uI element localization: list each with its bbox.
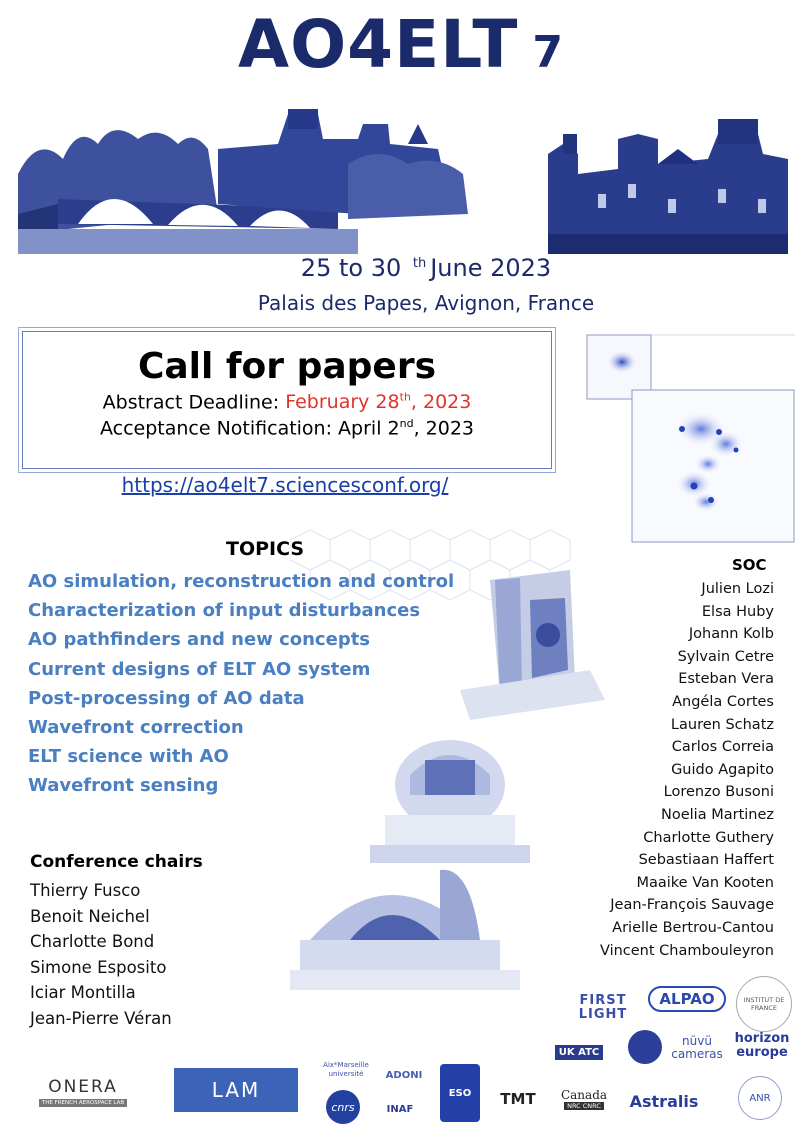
topic-item: Characterization of input disturbances [28,600,421,622]
conference-url-link[interactable]: https://ao4elt7.sciencesconf.org/ [121,473,449,497]
soc-member: Sylvain Cetre [677,648,774,665]
deadline-value [285,391,471,413]
institut-de-france-logo [736,976,792,1032]
deadline-label: Abstract Deadline: [102,391,286,414]
chair-member: Benoit Neichel [30,906,150,926]
abstract-deadline [23,391,551,413]
institut-text: INSTITUT DE FRANCE [743,996,785,1012]
soc-member: Angéla Cortes [672,693,774,710]
dates-month-year: June 2023 [430,254,552,282]
deadline-year: , 2023 [410,391,472,414]
topic-item: Post-processing of AO data [28,687,305,709]
soc-member: Lorenzo Busoni [663,784,774,801]
dates-suffix: th [412,256,427,271]
canada-nrc-logo [556,1084,612,1114]
chairs-heading: Conference chairs [30,852,203,872]
acceptance-notification [23,417,551,439]
inaf-text: INAF [386,1103,414,1115]
cfp-title: Call for papers [137,346,437,387]
topic-item: Current designs of ELT AO system [28,658,371,680]
eso-logo [440,1064,480,1122]
event-venue: Palais des Papes, Avignon, France [257,291,595,315]
anr-logo [738,1076,782,1120]
tmt-text: TMT [500,1090,536,1108]
soc-member: Carlos Correia [671,739,774,756]
alpao-logo [648,986,726,1012]
nrc-text: NRC CNRC [564,1102,604,1110]
chair-member: Charlotte Bond [30,932,155,952]
soc-list [600,578,774,962]
first-light-logo [570,990,636,1026]
notification-suffix: nd [399,417,414,431]
cnrs-text: cnrs [331,1100,355,1114]
nuvu-cameras-logo [668,1028,726,1068]
topics-heading: TOPICS [226,538,305,560]
lam-logo [174,1068,298,1112]
title-main: AO4ELT [238,6,519,83]
horizon-text: horizon europe [734,1031,790,1060]
chair-member: Iciar Montilla [30,983,136,1003]
topic-item: AO pathfinders and new concepts [28,629,371,651]
eso-text: ESO [448,1087,472,1099]
lam-text: LAM [211,1078,261,1102]
onera-sub-text: THE FRENCH AEROSPACE LAB [39,1099,127,1107]
topics-list [28,567,454,801]
chairs-list [30,878,172,1032]
horizon-europe-logo [730,1026,794,1066]
galaxy-image [586,334,796,544]
soc-member: Sebastiaan Haffert [638,852,774,869]
anr-text: ANR [749,1092,771,1104]
dates-range: 25 to 30 [300,254,402,282]
deadline-suffix: th [399,391,411,404]
onera-text: ONERA [48,1077,118,1097]
chair-member: Jean-Pierre Véran [30,1008,172,1028]
adoni-logo [382,1060,426,1090]
aix-marseille-logo [314,1058,378,1082]
unistellar-icon [628,1030,662,1064]
topic-item: Wavefront correction [28,716,244,738]
soc-member: Jean-François Sauvage [610,897,774,914]
call-for-papers-box [22,331,552,469]
notification-year: , 2023 [413,417,475,440]
soc-member: Vincent Chambouleyron [599,942,774,959]
soc-member: Arielle Bertrou-Cantou [612,919,774,936]
soc-member: Esteban Vera [678,671,774,688]
astralis-text: Astralis [629,1091,699,1111]
chair-member: Simone Esposito [30,957,167,977]
soc-member: Johann Kolb [688,626,774,643]
chair-member: Thierry Fusco [30,881,141,900]
first-light-text: FIRST LIGHT [578,993,628,1022]
uk-atc-logo [538,1036,620,1068]
soc-member: Charlotte Guthery [643,829,774,846]
title-number: 7 [532,27,564,78]
notification-label: Acceptance Notification: April 2 [99,417,400,440]
nuvu-text: nüvü cameras [671,1034,723,1061]
page-title [0,6,802,83]
topic-item: ELT science with AO [28,746,229,768]
inaf-logo [376,1096,424,1122]
uk-atc-text: UK ATC [555,1045,603,1060]
event-dates [0,254,802,282]
amu-text: Aix*Marseille université [323,1061,369,1078]
adoni-text: ADONI [385,1069,423,1081]
soc-member: Noelia Martinez [661,806,774,823]
astralis-logo [620,1086,708,1116]
tmt-logo [490,1084,546,1114]
topic-item: Wavefront sensing [28,775,219,797]
soc-heading: SOC [732,556,767,574]
topic-item: AO simulation, reconstruction and control [28,571,455,592]
soc-member: Maaike Van Kooten [636,874,774,891]
avignon-banner-image [18,104,788,254]
soc-member: Elsa Huby [701,603,774,620]
cnrs-logo [326,1090,360,1124]
canada-text: Canada [560,1088,608,1102]
soc-member: Lauren Schatz [670,716,774,733]
deadline-date: February 28 [285,391,400,414]
onera-logo [32,1070,134,1114]
soc-member: Julien Lozi [701,581,774,597]
soc-member: Guido Agapito [671,761,774,778]
alpao-text: ALPAO [659,990,715,1008]
